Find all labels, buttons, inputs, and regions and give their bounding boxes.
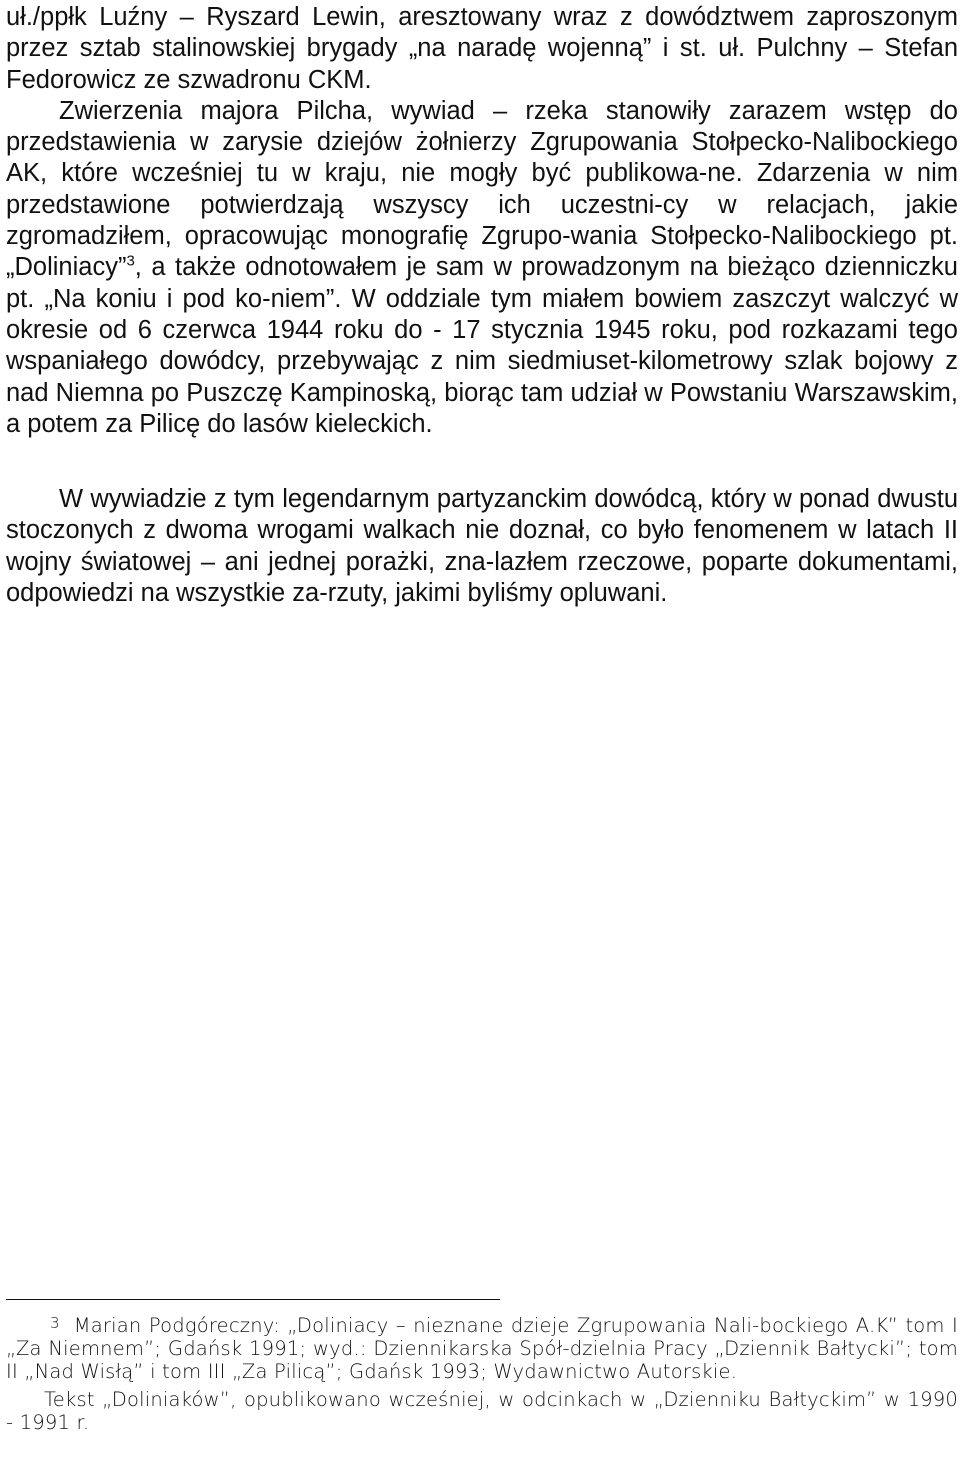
paragraph-text: uł./ppłk Luźny – Ryszard Lewin, aresztowany wraz z dowództwem zaproszonym przez sztab stalinowskiej brygady „na naradę wojenną” i st. uł. Pulchny – Stefan Fedorowicz ze szwadronu CKM. — [6, 3, 958, 94]
footnote-number: 3 — [50, 1314, 60, 1332]
footnote-divider — [6, 1299, 500, 1300]
footnote-extra-text: Tekst „Doliniaków”, opublikowano wcześniej, w odcinkach w „Dzienniku Bałtyckim” w 1990 - 1991 r. — [6, 1388, 958, 1435]
paragraph-text-part1: Zwierzenia majora Pilcha, wywiad – rzeka stanowiły zarazem wstęp do przedstawienia w zarysie dziejów żołnierzy Zgrupowania Stołpecko-Nalibockiego AK, które wcześniej tu w kraju, nie mogły być publikowa-ne. Zdarzenia w nim przedstawione potwierdzają wszyscy ich uczestni-cy w relacjach, jakie zgromadziłem, opracowując monografię Zgrupo-wania Stołpecko-Nalibockiego pt. „Doliniacy” — [6, 96, 958, 282]
document-page — [6, 0, 958, 1463]
paragraph-interview — [6, 484, 958, 609]
footnote-3 — [6, 1312, 958, 1383]
paragraph-confessions — [6, 96, 958, 440]
main-text-block — [6, 2, 958, 440]
paragraph-text: W wywiadzie z tym legendarnym partyzanckim dowódcą, który w ponad dwustu stoczonych z dwoma wrogami walkach nie doznał, co było fenomenem w latach II wojny światowej – ani jednej porażki, zna-lazłem rzeczowe, poparte dokumentami, odpowiedzi na wszystkie za-rzuty, jakimi byliśmy opluwani. — [6, 485, 958, 607]
footnote-reference[interactable]: 3 — [126, 252, 135, 270]
footnote-publication-note — [6, 1389, 958, 1435]
paragraph-continued — [6, 2, 958, 96]
footnote-text: Marian Podgóreczny: „Doliniacy – nieznane dzieje Zgrupowania Nali-bockiego A.K” tom I „Za Niemnem”; Gdańsk 1991; wyd.: Dziennikarska Spół-dzielnia Pracy „Dziennik Bałtycki”; tom II „Nad Wisłą” i tom III „Za Pilicą”; Gdańsk 1993; Wydawnictwo Autorskie. — [6, 1314, 958, 1383]
footnotes-section — [6, 1312, 958, 1435]
paragraph-text-part2: , a także odnotowałem je sam w prowadzonym na bieżąco dzienniczku pt. „Na koniu i pod ko-niem”. W oddziale tym miałem bowiem zaszczyt walczyć w okresie od 6 czerwca 1944 roku do - 17 stycznia 1945 roku, pod rozkazami tego wspaniałego dowódcy, przebywając z nim siedmiuset-kilometrowy szlak bojowy z nad Niemna po Puszczę Kampinoską, biorąc tam udział w Powstaniu Warszawskim, a potem za Pilicę do lasów kieleckich. — [6, 253, 958, 438]
